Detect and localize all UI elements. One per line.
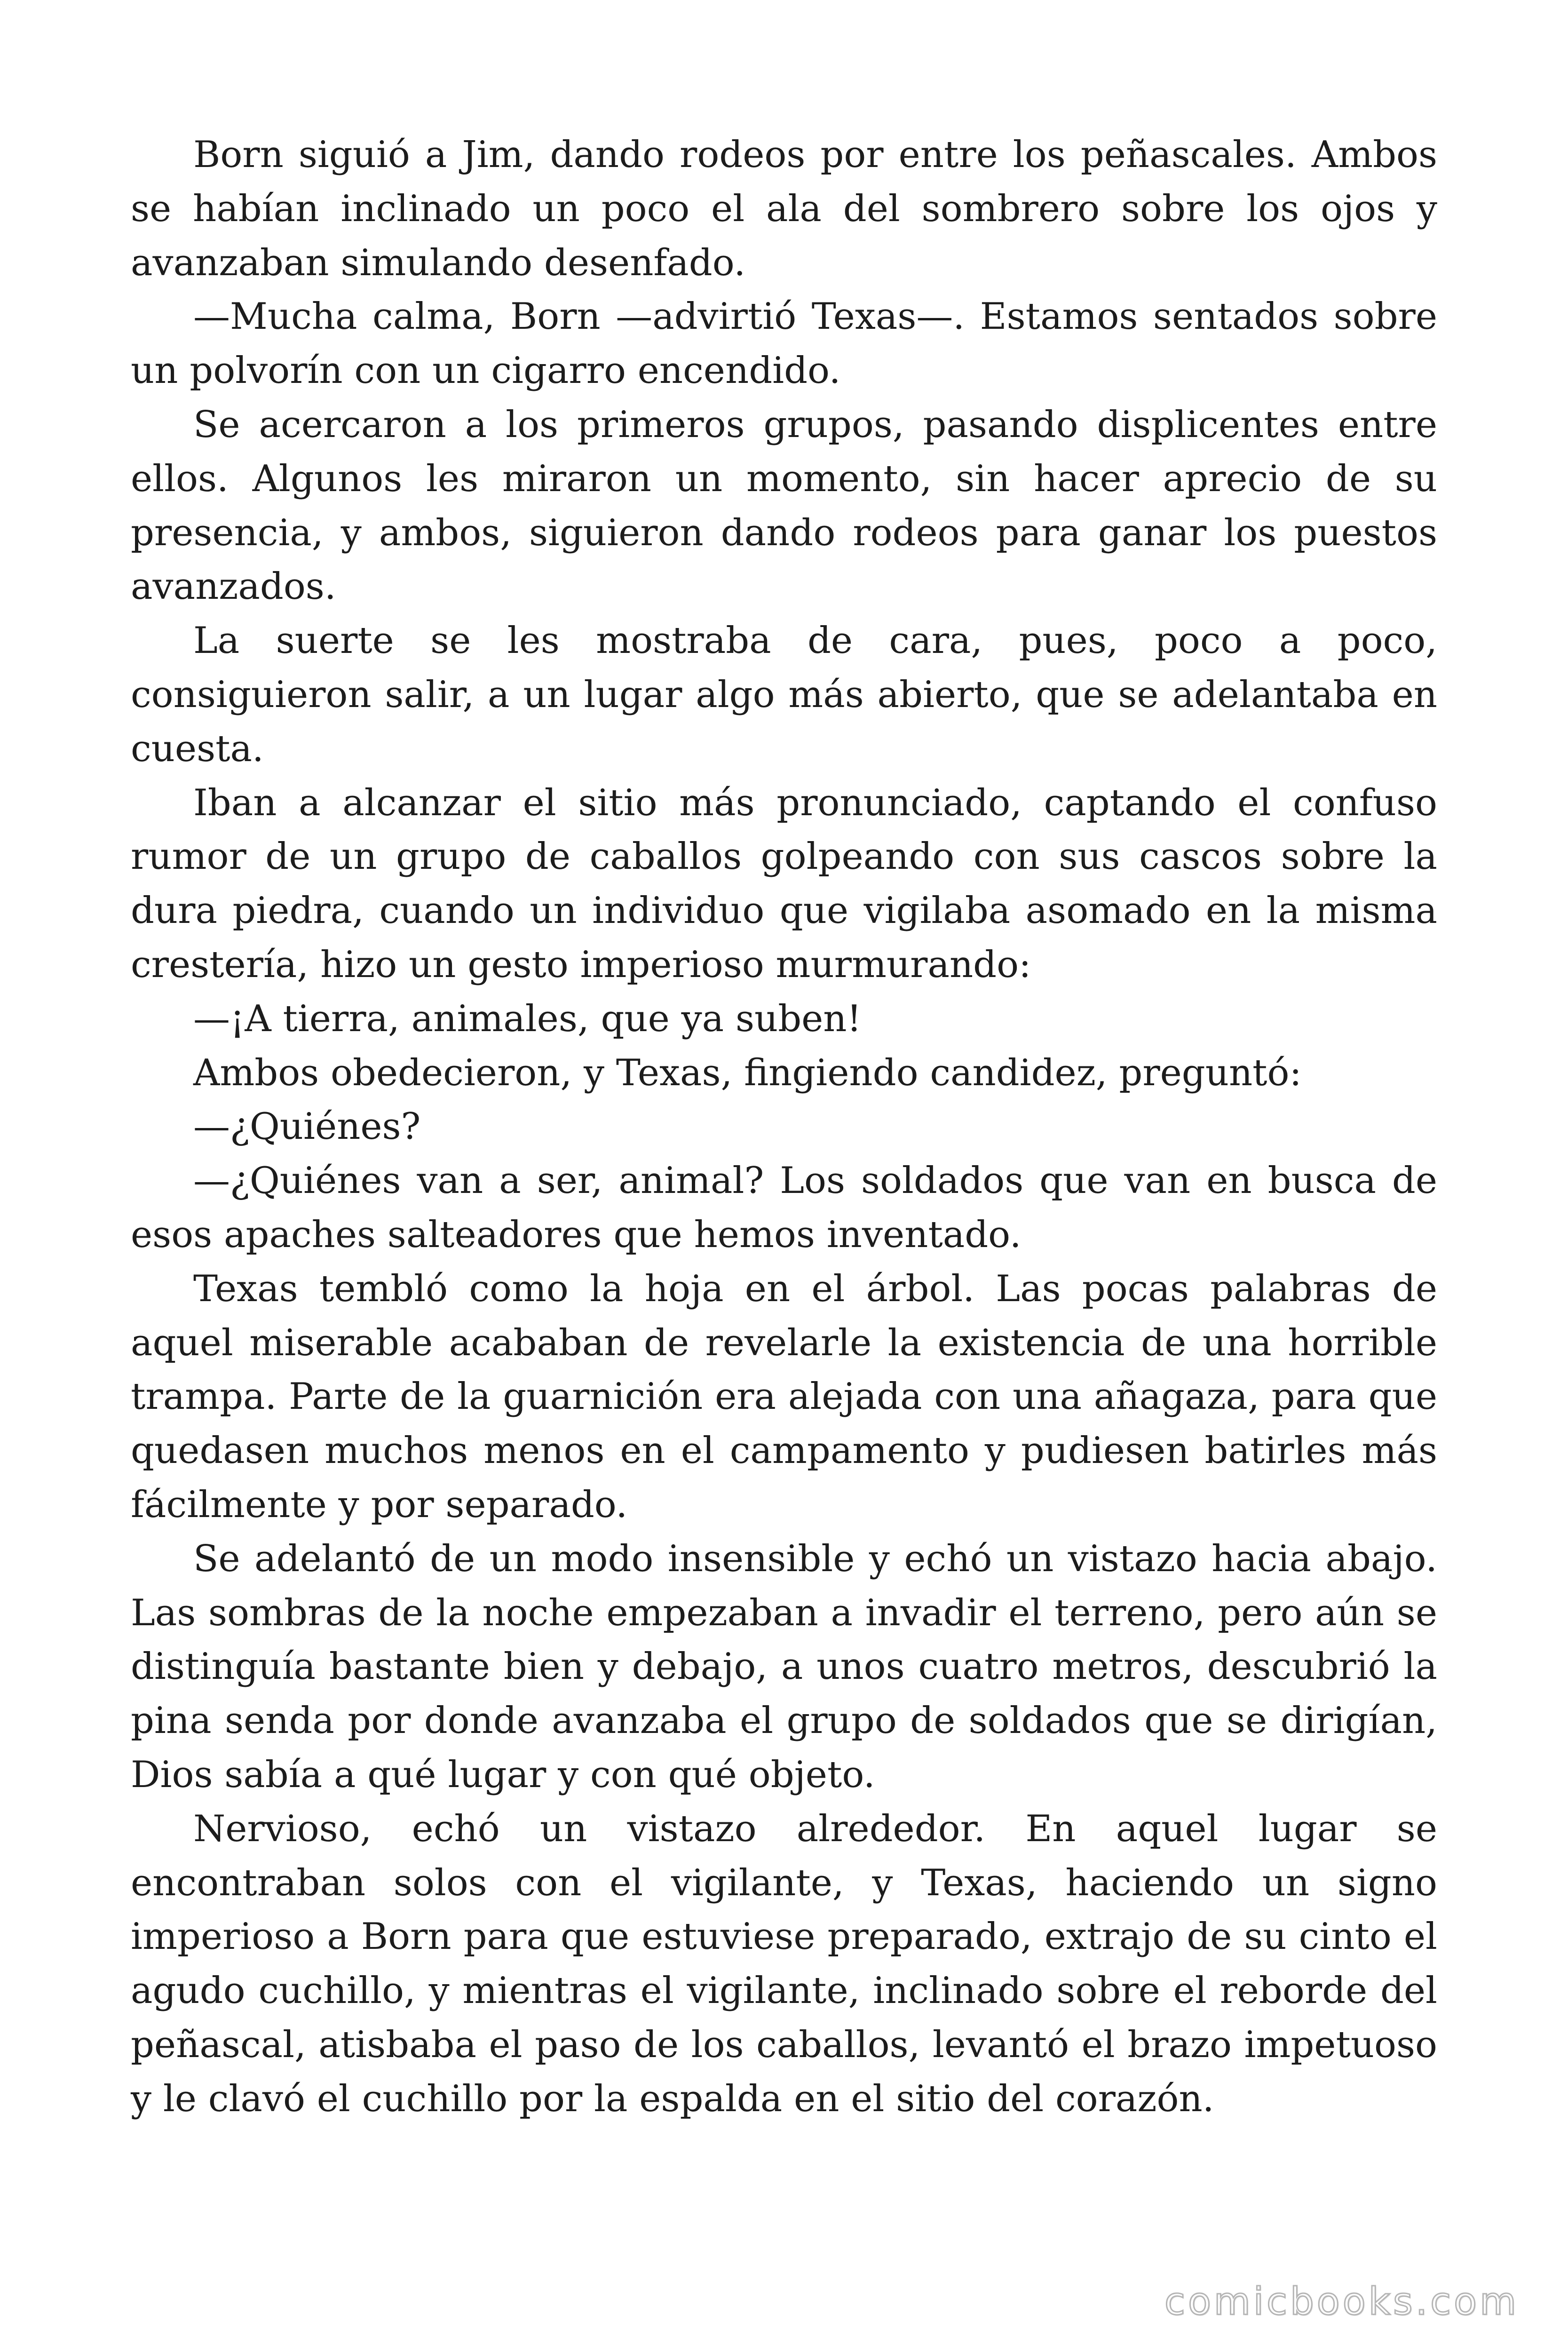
paragraph-5: Iban a alcanzar el sitio más pronunciado, captando el confuso rumor de un grupo de caballos golpeando con sus cascos sobre la dura piedra, cuando un individuo que vigilaba asomado en la misma crestería, hizo un gesto imperioso murmurando:: [131, 781, 1437, 986]
paragraph-4: La suerte se les mostraba de cara, pues, poco a poco, consiguieron salir, a un lugar algo más abierto, que se adelantaba en cuesta.: [131, 620, 1437, 770]
paragraph-10: Texas tembló como la hoja en el árbol. Las pocas palabras de aquel miserable acababan de revelarle la existencia de una horrible trampa. Parte de la guarnición era alejada con una añagaza, para que quedasen muchos menos en el campamento y pudiesen batirles más fácilmente y por separado.: [131, 1267, 1437, 1526]
paragraph-3: Se acercaron a los primeros grupos, pasando displicentes entre ellos. Algunos les miraron un momento, sin hacer aprecio de su presencia, y ambos, siguieron dando rodeos para ganar los puestos avanzados.: [131, 403, 1437, 608]
paragraph-11: Se adelantó de un modo insensible y echó un vistazo hacia abajo. Las sombras de la noche empezaban a invadir el terreno, pero aún se distinguía bastante bien y debajo, a unos cuatro metros, descubrió la pina senda por donde avanzaba el grupo de soldados que se dirigían, Dios sabía a qué lugar y con qué objeto.: [131, 1537, 1437, 1796]
paragraph-9: —¿Quiénes van a ser, animal? Los soldados que van en busca de esos apaches salteadores que hemos inventado.: [131, 1160, 1437, 1256]
paragraph-12: Nervioso, echó un vistazo alrededor. En aquel lugar se encontraban solos con el vigilante, y Texas, haciendo un signo imperioso a Born para que estuviese preparado, extrajo de su cinto el agudo cuchillo, y mientras el vigilante, inclinado sobre el reborde del peñascal, atisbaba el paso de los caballos, levantó el brazo impetuoso y le clavó el cuchillo por la espalda en el sitio del corazón.: [131, 1807, 1437, 2120]
book-page-text: [131, 128, 1437, 2126]
watermark: comicbooks.com: [1164, 2280, 1519, 2323]
paragraph-2: —Mucha calma, Born —advirtió Texas—. Estamos sentados sobre un polvorín con un cigarro encendido.: [131, 295, 1437, 392]
paragraph-8: —¿Quiénes?: [193, 1105, 421, 1148]
paragraph-6: —¡A tierra, animales, que ya suben!: [193, 997, 862, 1040]
paragraph-7: Ambos obedecieron, y Texas, fingiendo candidez, preguntó:: [193, 1051, 1302, 1094]
paragraph-1: Born siguió a Jim, dando rodeos por entre los peñascales. Ambos se habían inclinado un poco el ala del sombrero sobre los ojos y avanzaban simulando desenfado.: [131, 134, 1437, 284]
